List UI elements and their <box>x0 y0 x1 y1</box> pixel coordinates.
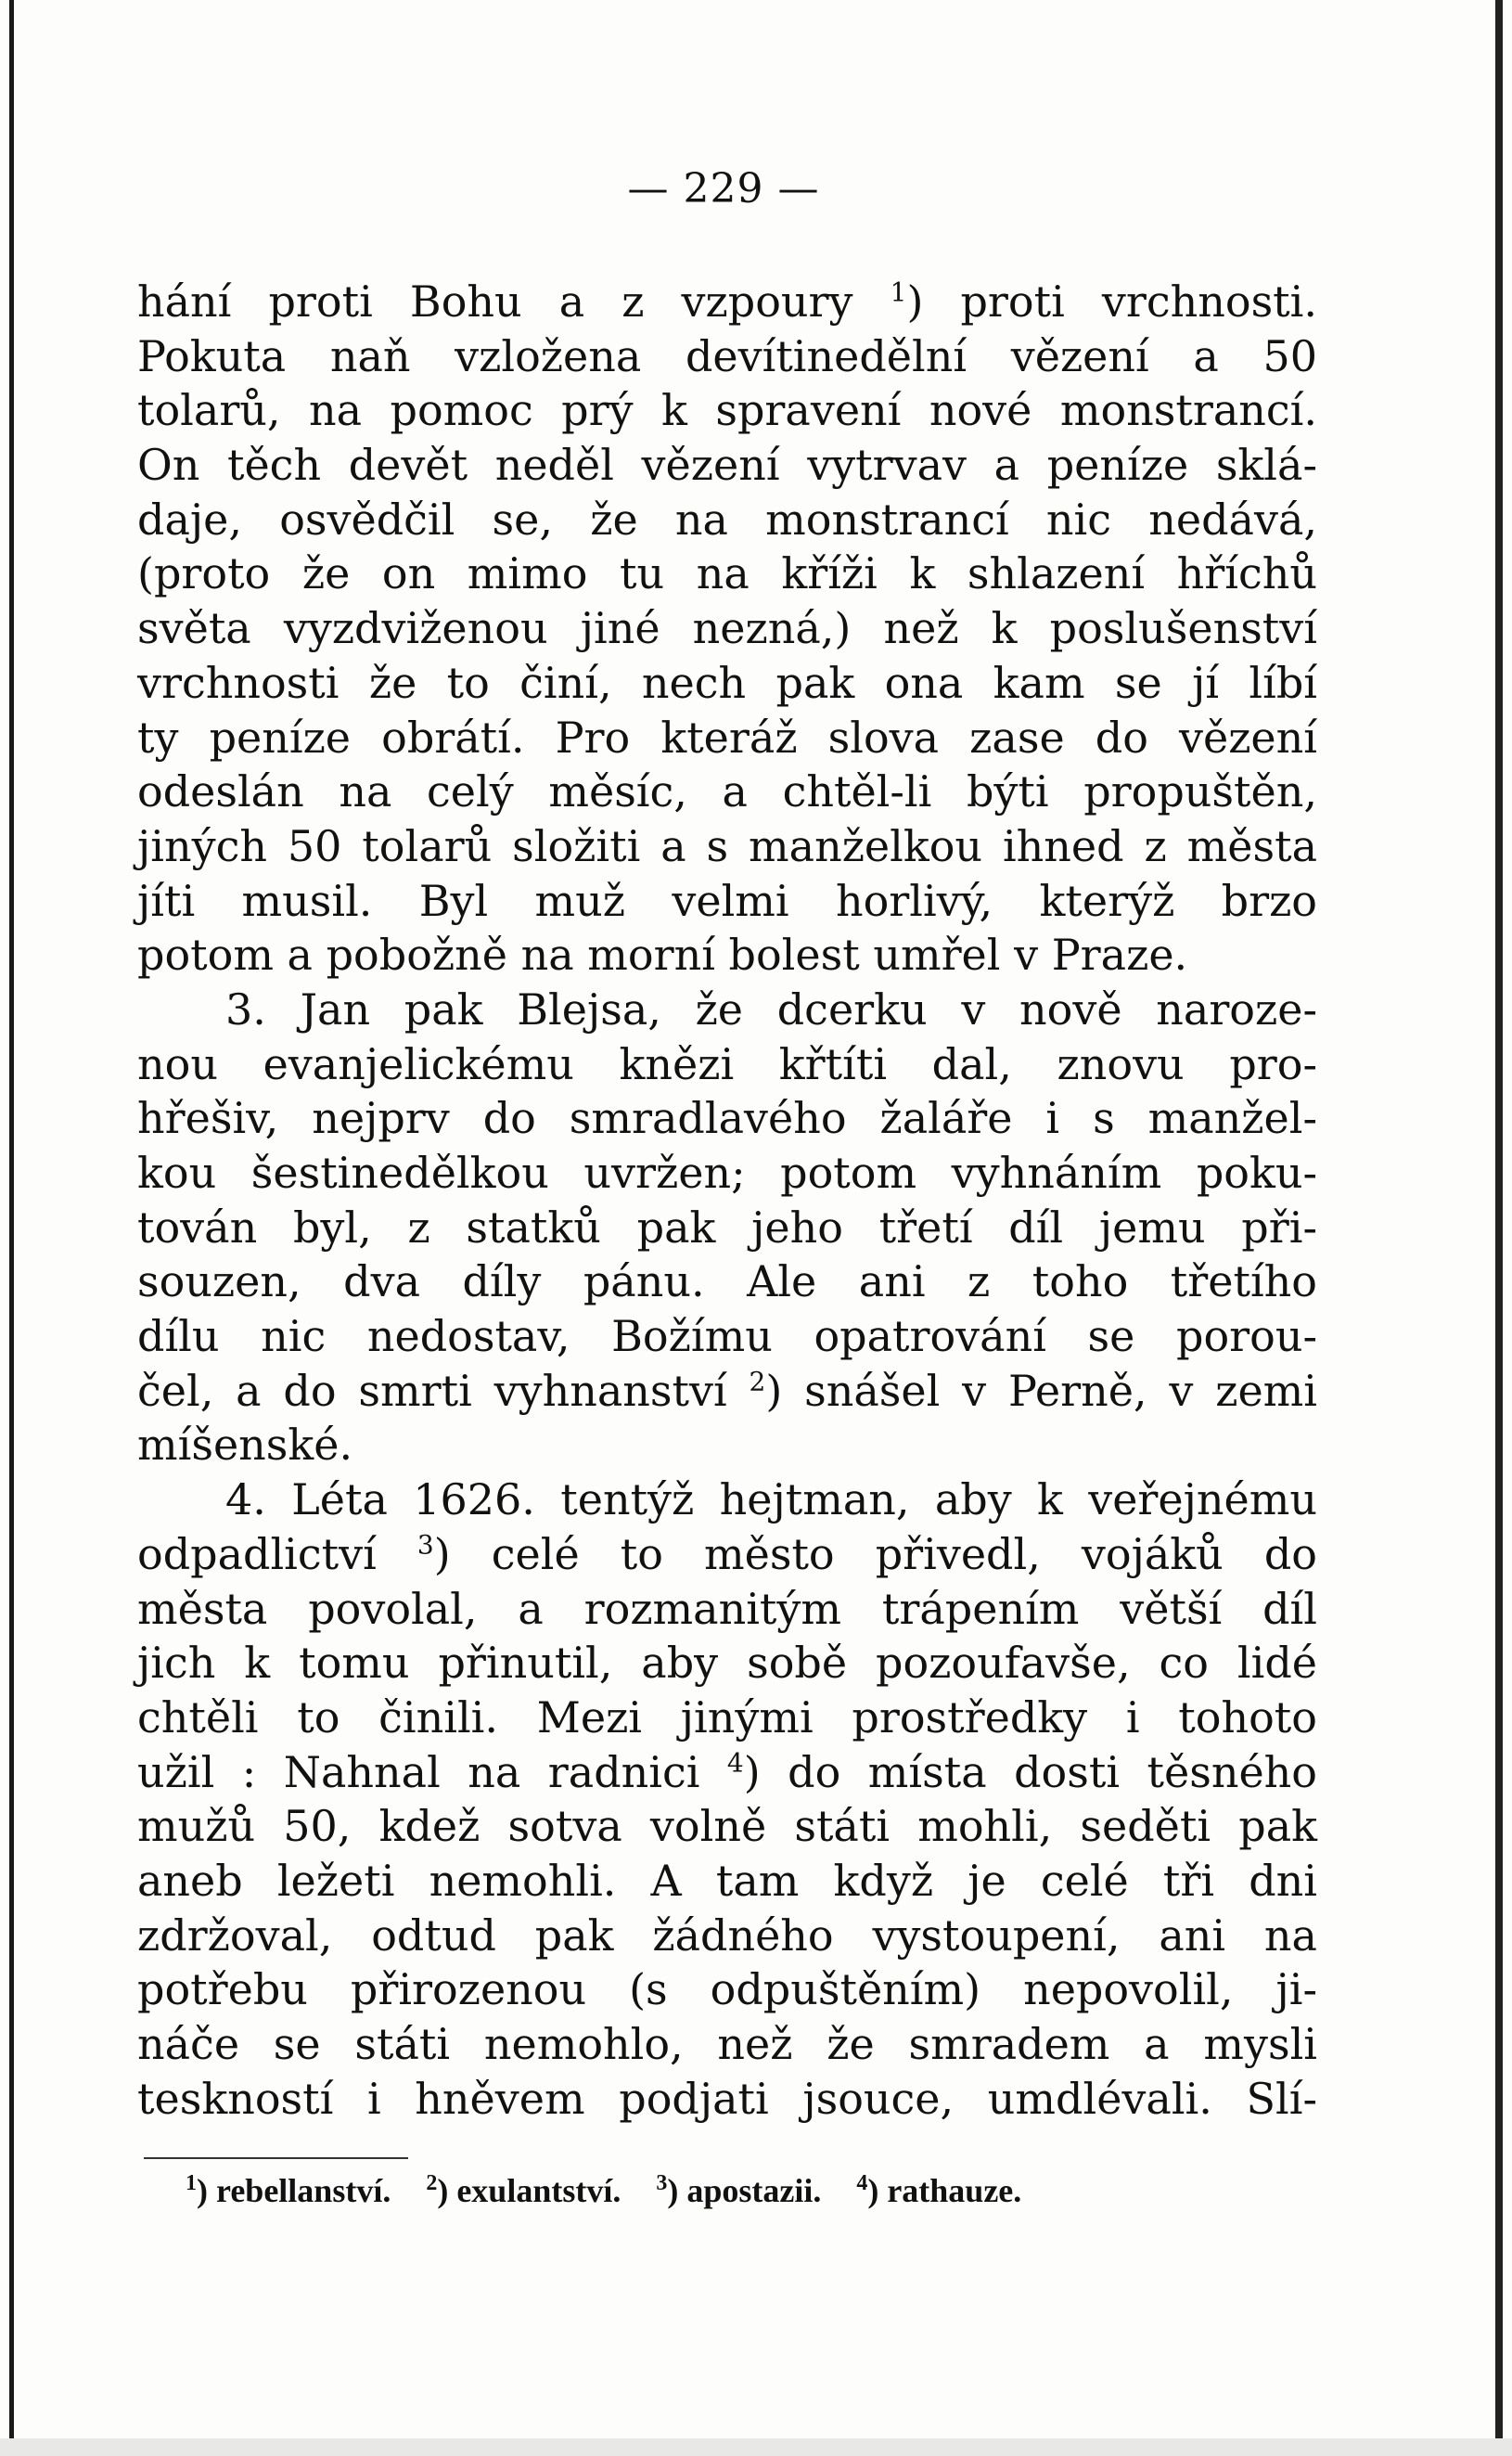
line-text: aneb ležeti nemohli. A tam když je celé tři dni <box>137 1855 1317 1906</box>
line-text: tován byl, z statků pak jeho třetí díl jemu při- <box>137 1202 1317 1253</box>
text-line <box>137 874 1317 929</box>
footnote-mark: 2 <box>426 2171 438 2195</box>
line-text: ty peníze obrátí. Pro kteráž slova zase do vězení <box>137 712 1317 763</box>
line-text: tolarů, na pomoc prý k spravení nové monstrancí. <box>137 385 1317 436</box>
line-text: 4. Léta 1626. tentýž hejtman, aby k veřejnému <box>225 1474 1317 1525</box>
line-text-after: ) proti vrchnosti. <box>906 276 1317 327</box>
text-line <box>137 1636 1317 1691</box>
text-line <box>137 819 1317 874</box>
line-text-after: ) snášel v Perně, v zemi <box>765 1365 1317 1416</box>
text-line <box>137 329 1317 384</box>
text-line <box>137 1691 1317 1745</box>
footnote-text: ) rebellanství. <box>197 2172 391 2209</box>
line-text: mužů 50, kdež sotva volně státi mohli, seděti pak <box>137 1801 1317 1852</box>
text-line <box>137 383 1317 438</box>
text-line <box>137 711 1317 765</box>
footnote <box>186 2172 391 2209</box>
text-line <box>137 601 1317 656</box>
text-line <box>137 1254 1317 1309</box>
line-text: Pokuta naň vzložena devítinedělní vězení a 50 <box>137 330 1317 381</box>
line-text: míšenské. <box>137 1420 353 1471</box>
footnote <box>856 2172 1021 2209</box>
line-text: užil : Nahnal na radnici <box>137 1746 727 1797</box>
text-line <box>137 1745 1317 1800</box>
footnote-rule <box>144 2157 408 2159</box>
line-text: On těch devět neděl vězení vytrvav a peníze sklá- <box>137 440 1317 491</box>
text-line <box>137 928 1317 983</box>
text-line <box>137 1037 1317 1092</box>
footnote-marker: 4 <box>726 1747 744 1779</box>
text-line <box>137 2017 1317 2072</box>
line-text: nou evanjelickému knězi křtíti dal, znovu pro- <box>137 1038 1317 1089</box>
footnote-marker: 2 <box>749 1366 766 1397</box>
line-text: hání proti Bohu a z vzpoury <box>137 276 891 327</box>
footnotes <box>186 2171 1326 2210</box>
line-text: hřešiv, nejprv do smradlavého žaláře i s manžel- <box>137 1093 1317 1144</box>
body-text <box>137 275 1317 2126</box>
line-text: čel, a do smrti vyhnanství <box>137 1365 750 1416</box>
footnote-marker: 1 <box>890 276 907 308</box>
line-text: potom a pobožně na morní bolest umřel v Praze. <box>137 930 1188 981</box>
text-line <box>137 275 1317 329</box>
line-text: světa vyzdviženou jiné nezná,) než k poslušenství <box>137 603 1317 654</box>
text-line <box>137 1799 1317 1854</box>
line-text: souzen, dva díly pánu. Ale ani z toho třetího <box>137 1256 1317 1307</box>
text-line <box>137 1909 1317 1963</box>
text-line <box>137 546 1317 601</box>
line-text: odpadlictví <box>137 1528 417 1579</box>
footnote-text: ) apostazii. <box>667 2172 822 2209</box>
text-line <box>137 765 1317 819</box>
text-line <box>137 1146 1317 1201</box>
line-text: jíti musil. Byl muž velmi horlivý, kterýž brzo <box>137 875 1317 926</box>
page-left-edge <box>9 0 14 2456</box>
line-text: náče se státi nemohlo, než že smradem a mysli <box>137 2019 1317 2069</box>
footnote-mark: 4 <box>856 2171 868 2195</box>
line-text: města povolal, a rozmanitým trápením větší díl <box>137 1583 1317 1634</box>
footnote-text: ) exulantství. <box>437 2172 621 2209</box>
text-line <box>137 983 1317 1037</box>
text-line <box>137 1309 1317 1364</box>
line-text: dílu nic nedostav, Božímu opatrování se porou- <box>137 1311 1317 1362</box>
line-text: jiných 50 tolarů složiti a s manželkou ihned z města <box>137 820 1317 871</box>
text-line <box>137 1364 1317 1419</box>
page-bottom-edge <box>0 2438 1512 2456</box>
line-text: odeslán na celý měsíc, a chtěl-li býti propuštěn, <box>137 766 1317 817</box>
text-line <box>137 1418 1317 1472</box>
footnote <box>426 2172 621 2209</box>
text-line <box>137 1962 1317 2017</box>
page-number: — 229 — <box>627 165 820 212</box>
line-text-after: ) do místa dosti těsného <box>743 1746 1317 1797</box>
text-line <box>137 2072 1317 2127</box>
footnote-mark: 3 <box>656 2171 668 2195</box>
text-line <box>137 438 1317 493</box>
text-line <box>137 1854 1317 1909</box>
footnote-mark: 1 <box>186 2171 197 2195</box>
line-text: jich k tomu přinutil, aby sobě pozoufavše, co lidé <box>137 1638 1317 1689</box>
line-text: 3. Jan pak Blejsa, že dcerku v nově naroze- <box>225 984 1317 1035</box>
line-text: (proto že on mimo tu na kříži k shlazení hříchů <box>137 548 1317 599</box>
line-text: zdržoval, odtud pak žádného vystoupení, ani na <box>137 1910 1317 1961</box>
text-line <box>137 1091 1317 1146</box>
line-text: kou šestinedělkou uvržen; potom vyhnáním poku- <box>137 1148 1317 1198</box>
footnote-marker: 3 <box>416 1529 434 1561</box>
line-text-after: ) celé to město přivedl, vojáků do <box>433 1528 1317 1579</box>
text-line <box>137 493 1317 547</box>
line-text: chtěli to činili. Mezi jinými prostředky i tohoto <box>137 1691 1317 1742</box>
line-text: potřebu přirozenou (s odpuštěním) nepovolil, ji- <box>137 1964 1317 2015</box>
text-line <box>137 656 1317 711</box>
text-line <box>137 1201 1317 1255</box>
text-line <box>137 1527 1317 1582</box>
line-text: vrchnosti že to činí, nech pak ona kam se jí líbí <box>137 657 1317 708</box>
page-right-edge <box>1495 0 1503 2456</box>
line-text: daje, osvědčil se, že na monstrancí nic nedává, <box>137 494 1317 545</box>
text-line <box>137 1472 1317 1527</box>
footnote <box>656 2172 821 2209</box>
text-line <box>137 1582 1317 1637</box>
footnote-text: ) rathauze. <box>867 2172 1022 2209</box>
line-text: teskností i hněvem podjati jsouce, umdlévali. Slí- <box>137 2073 1317 2124</box>
